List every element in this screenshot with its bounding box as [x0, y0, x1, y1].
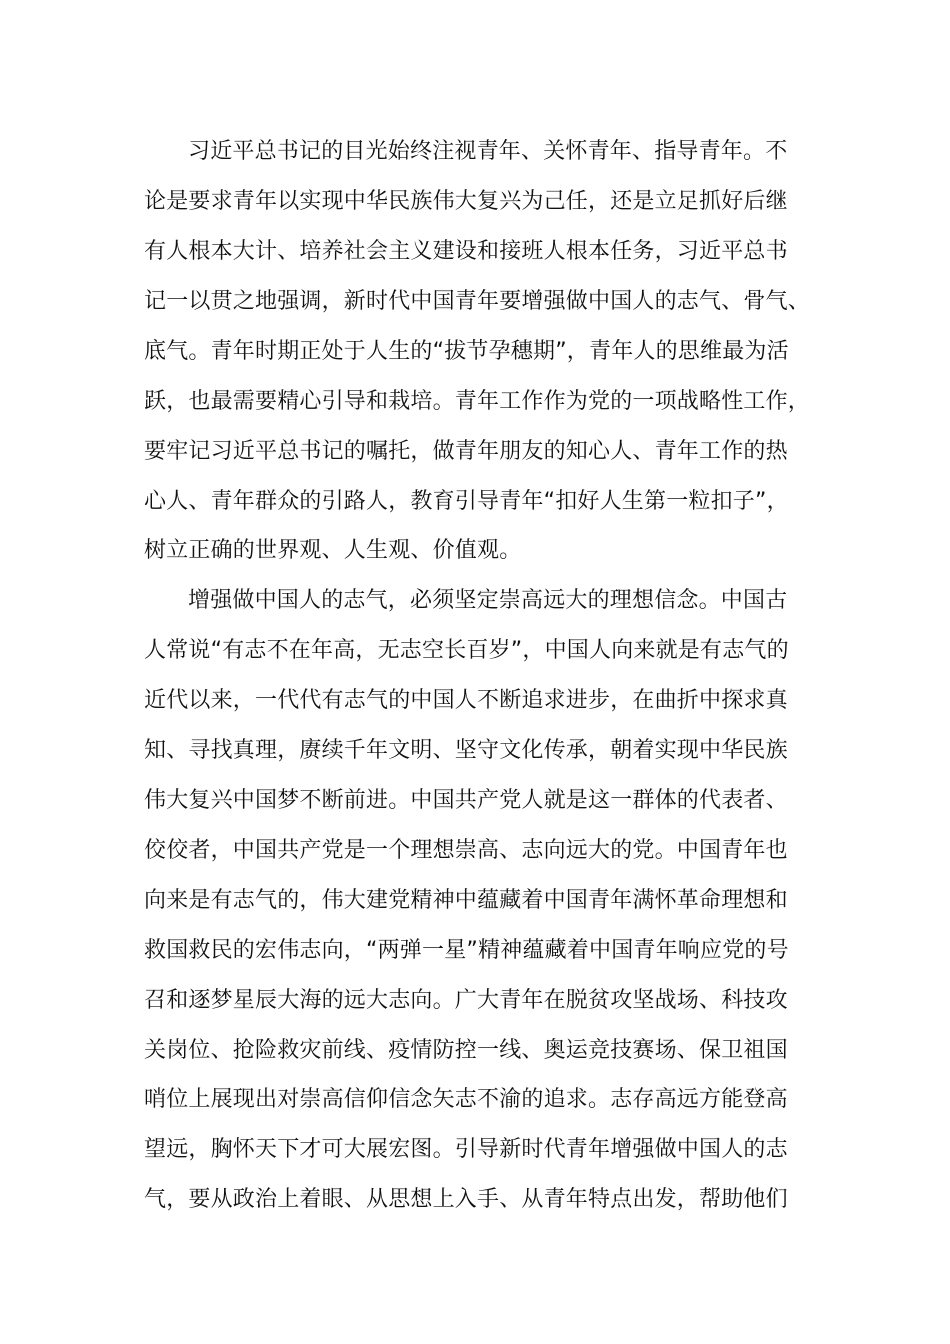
paragraph-2-line-12: 望远，胸怀天下才可大展宏图。引导新时代青年增强做中国人的志	[144, 1137, 788, 1162]
paragraph-2-line-10: 关岗位、抢险救灾前线、疫情防控一线、奥运竞技赛场、保卫祖国	[144, 1038, 788, 1063]
paragraph-1-line-7: 要牢记习近平总书记的嘱托，做青年朋友的知心人、青年工作的热	[144, 439, 788, 464]
paragraph-2-line-13: 气，要从政治上着眼、从思想上入手、从青年特点出发，帮助他们	[144, 1187, 788, 1212]
paragraph-1-line-3: 有人根本大计、培养社会主义建设和接班人根本任务，习近平总书	[144, 239, 788, 264]
paragraph-2-line-11: 哨位上展现出对崇高信仰信念矢志不渝的追求。志存高远方能登高	[144, 1087, 788, 1112]
paragraph-2-line-8: 救国救民的宏伟志向，“两弹一星”精神蕴藏着中国青年响应党的号	[144, 938, 789, 963]
paragraph-2-line-5: 伟大复兴中国梦不断前进。中国共产党人就是这一群体的代表者、	[144, 788, 788, 813]
paragraph-2-line-7: 向来是有志气的，伟大建党精神中蕴藏着中国青年满怀革命理想和	[144, 888, 788, 913]
paragraph-2-line-2: 人常说“有志不在年高，无志空长百岁”，中国人向来就是有志气的	[144, 638, 789, 663]
paragraph-1-line-2: 论是要求青年以实现中华民族伟大复兴为己任，还是立足抓好后继	[144, 189, 788, 214]
paragraph-2-line-1: 增强做中国人的志气，必须坚定崇高远大的理想信念。中国古	[188, 588, 788, 613]
paragraph-1-line-8: 心人、青年群众的引路人，教育引导青年“扣好人生第一粒扣子”，	[144, 489, 789, 514]
paragraph-1-line-5: 底气。青年时期正处于人生的“拔节孕穗期”，青年人的思维最为活	[144, 339, 789, 364]
paragraph-1-line-1: 习近平总书记的目光始终注视青年、关怀青年、指导青年。不	[188, 139, 788, 164]
paragraph-2-line-6: 佼佼者，中国共产党是一个理想崇高、志向远大的党。中国青年也	[144, 838, 788, 863]
paragraph-2-line-3: 近代以来，一代代有志气的中国人不断追求进步，在曲折中探求真	[144, 688, 788, 713]
paragraph-2-line-9: 召和逐梦星辰大海的远大志向。广大青年在脱贫攻坚战场、科技攻	[144, 988, 788, 1013]
paragraph-1-line-9: 树立正确的世界观、人生观、价值观。	[144, 538, 522, 563]
paragraph-1-line-4: 记一以贯之地强调，新时代中国青年要增强做中国人的志气、骨气、	[144, 289, 811, 314]
paragraph-1-line-6: 跃，也最需要精心引导和栽培。青年工作作为党的一项战略性工作，	[144, 389, 811, 414]
paragraph-2-line-4: 知、寻找真理，赓续千年文明、坚守文化传承，朝着实现中华民族	[144, 738, 788, 763]
